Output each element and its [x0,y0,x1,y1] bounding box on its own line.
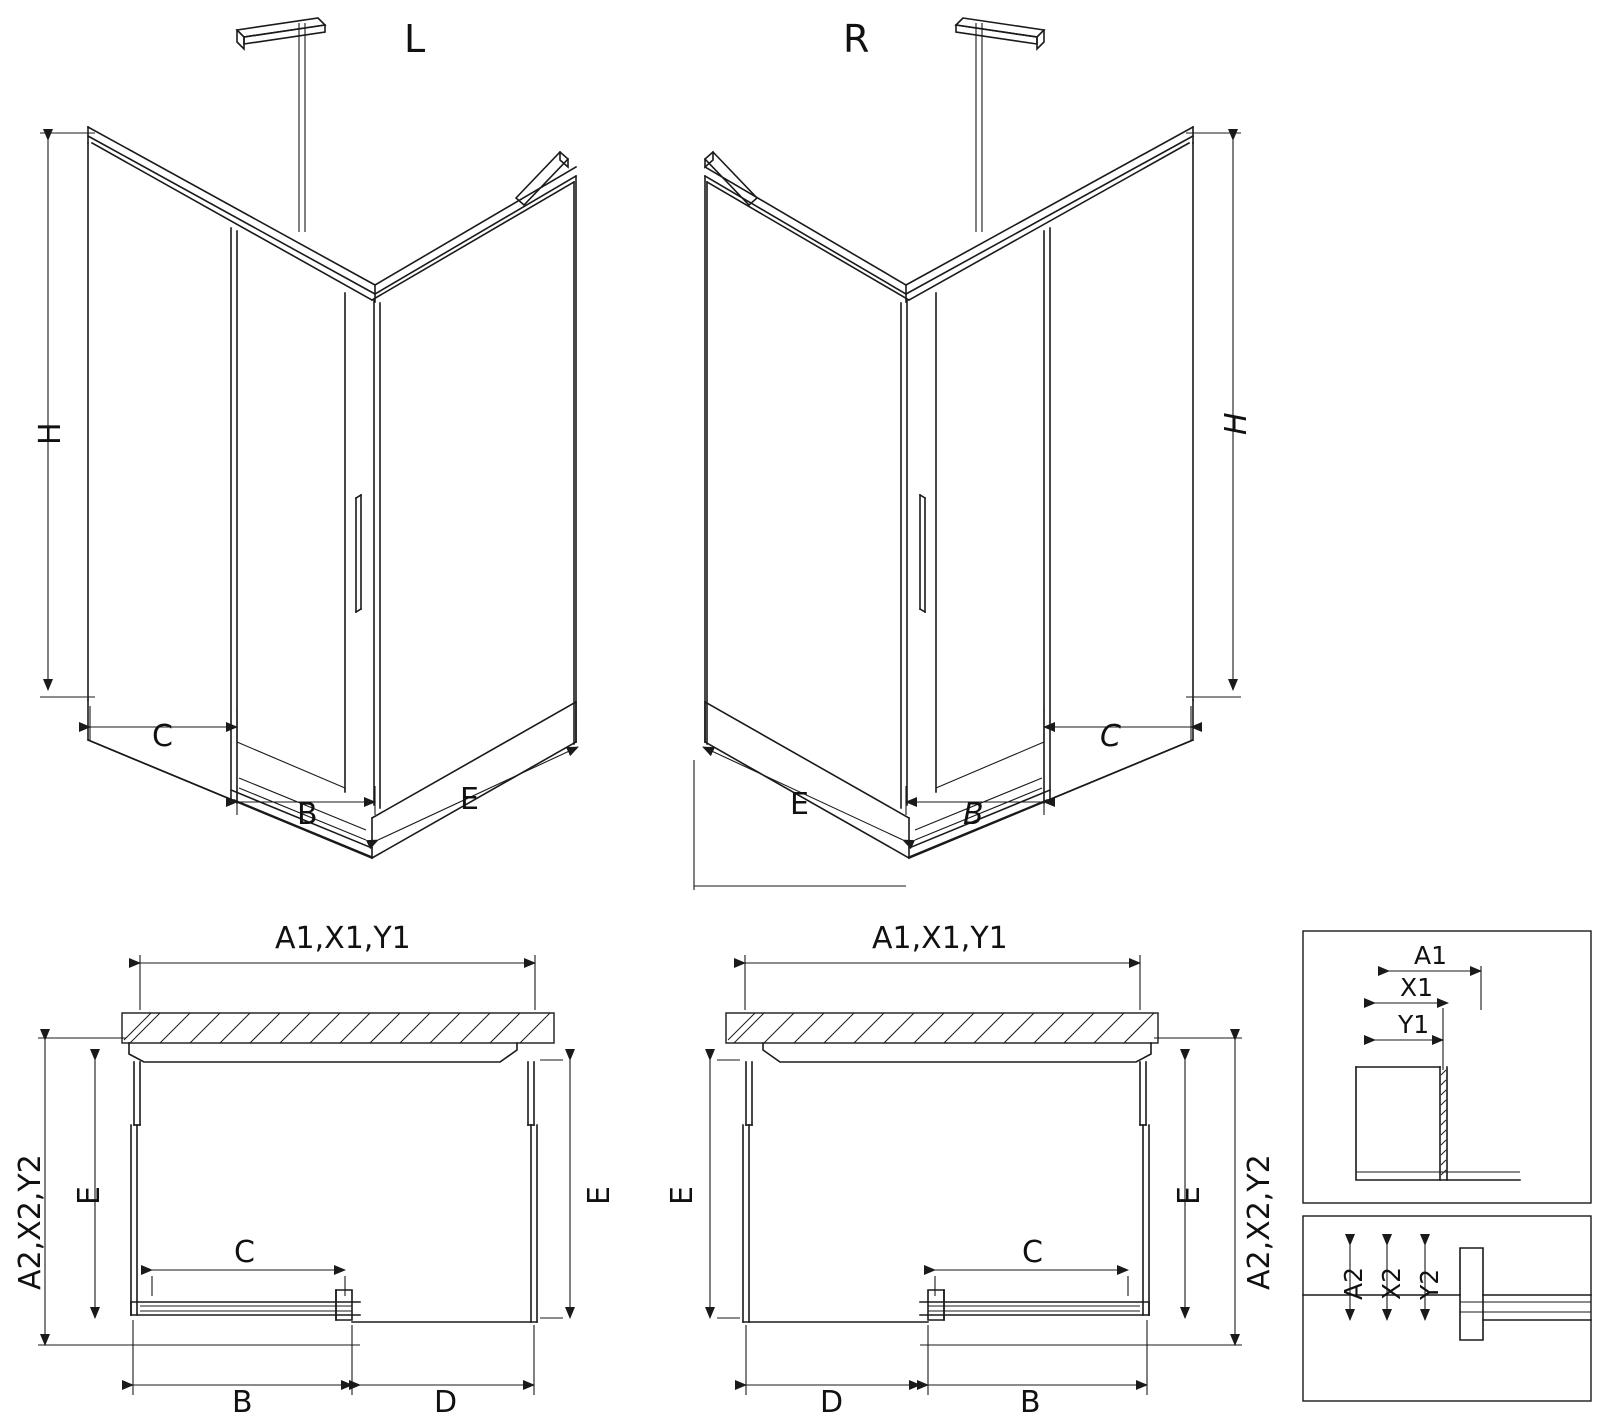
plan-left-label-top: A1,X1,Y1 [275,921,411,956]
detail-bottom-label-a2: A2 [1339,1266,1368,1300]
plan-left-label-c: C [234,1235,255,1270]
iso-left-label-e: E [460,782,479,817]
plan-left-label-e-left: E [72,1186,107,1205]
plan-right-geometry [726,1013,1158,1322]
detail-top-label-a1: A1 [1414,941,1448,970]
iso-right-label-b: B [963,797,984,832]
plan-left-label-b: B [232,1385,253,1420]
plan-right-label-e-left: E [665,1186,700,1205]
plan-left-geometry [122,1013,554,1322]
iso-left-label-c: C [152,719,173,754]
detail-bottom-label-y2: Y2 [1415,1268,1444,1300]
plan-right-dims [710,955,1242,1395]
plan-left-label-d: D [434,1385,458,1420]
plan-right-label-d: D [820,1385,844,1420]
iso-left-label-b: B [297,797,318,832]
iso-right-label-h: H [1219,412,1254,435]
plan-left-dims [38,955,570,1395]
detail-top-label-y1: Y1 [1398,1010,1430,1039]
detail-top-label-x1: X1 [1400,973,1434,1002]
iso-right-label-e: E [790,787,809,822]
plan-right-label-top: A1,X1,Y1 [872,921,1008,956]
plan-right-label-outer: A2,X2,Y2 [1242,1154,1277,1290]
plan-left-label-outer: A2,X2,Y2 [13,1154,48,1290]
detail-bottom-geometry [1303,1216,1591,1401]
plan-right-label-b: B [1020,1385,1041,1420]
iso-right-label-c: C [1100,719,1121,754]
title-right: R [843,17,870,61]
detail-top-geometry [1303,931,1591,1203]
plan-right-label-c: C [1022,1235,1043,1270]
plan-right-label-e-right: E [1172,1186,1207,1205]
title-left: L [404,17,426,61]
plan-left-label-e-right: E [582,1186,617,1205]
dim-h-left [40,133,95,697]
iso-left-label-h: H [33,422,68,445]
detail-bottom-label-x2: X2 [1377,1266,1406,1300]
